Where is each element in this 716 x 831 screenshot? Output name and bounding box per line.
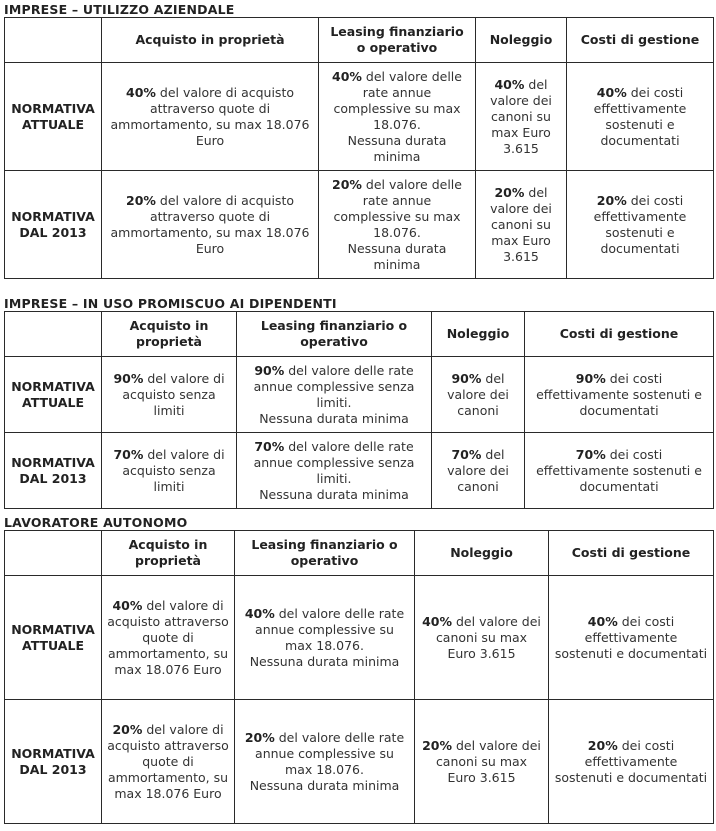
percentage-value: 70% bbox=[451, 446, 482, 462]
cell-note: Nessuna durata minima bbox=[259, 410, 409, 426]
cell-text: del valore di acquisto attraverso quote di ammortamento, su max 18.076 Euro bbox=[110, 84, 310, 148]
cell-text: dei costi effettivamente sostenuti e documentati bbox=[536, 446, 702, 494]
row-header-normativa-2013: NORMATIVA DAL 2013 bbox=[5, 171, 102, 279]
table-row bbox=[5, 63, 714, 171]
table-header-row bbox=[5, 312, 714, 357]
col-header-costi: Costi di gestione bbox=[567, 18, 714, 63]
cell-noleggio bbox=[476, 171, 567, 279]
table-row bbox=[5, 700, 714, 824]
cell-noleggio bbox=[432, 433, 525, 509]
cell-text: del valore dei canoni su max Euro 3.615 bbox=[490, 184, 552, 264]
percentage-value: 40% bbox=[112, 597, 143, 613]
col-header-costi: Costi di gestione bbox=[549, 531, 714, 576]
cell-costi bbox=[549, 576, 714, 700]
cell-leasing bbox=[235, 576, 415, 700]
percentage-value: 20% bbox=[494, 184, 525, 200]
section-title-imprese-promiscuo: IMPRESE – IN USO PROMISCUO AI DIPENDENTI bbox=[4, 296, 337, 311]
cell-costi bbox=[525, 433, 714, 509]
cell-text: del valore di acquisto attraverso quote di ammortamento, su max 18.076 Euro bbox=[107, 721, 229, 801]
cell-text: del valore delle rate annue complessive senza limiti. bbox=[253, 362, 415, 410]
percentage-value: 20% bbox=[596, 192, 627, 208]
cell-acquisto bbox=[102, 700, 235, 824]
percentage-value: 90% bbox=[113, 370, 144, 386]
cell-text: dei costi effettivamente sostenuti e documentati bbox=[593, 192, 687, 256]
cell-leasing bbox=[235, 700, 415, 824]
cell-text: del valore dei canoni su max Euro 3.615 bbox=[490, 76, 552, 156]
corner-cell bbox=[5, 18, 102, 63]
cell-note: Nessuna durata minima bbox=[347, 132, 447, 164]
percentage-value: 90% bbox=[451, 370, 482, 386]
cell-text: del valore di acquisto attraverso quote di ammortamento, su max 18.076 Euro bbox=[107, 597, 229, 677]
cell-costi bbox=[549, 700, 714, 824]
cell-text: dei costi effettivamente sostenuti e documentati bbox=[536, 370, 702, 418]
row-header-normativa-attuale: NORMATIVA ATTUALE bbox=[5, 63, 102, 171]
percentage-value: 90% bbox=[254, 362, 285, 378]
cell-text: del valore delle rate annue complessive su max 18.076. bbox=[333, 176, 462, 240]
cell-text: del valore dei canoni bbox=[447, 446, 509, 494]
table-row bbox=[5, 357, 714, 433]
col-header-noleggio: Noleggio bbox=[415, 531, 549, 576]
percentage-value: 20% bbox=[244, 729, 275, 745]
cell-text: del valore delle rate annue complessive su max 18.076. bbox=[255, 605, 405, 653]
cell-leasing bbox=[237, 433, 432, 509]
cell-acquisto bbox=[102, 576, 235, 700]
col-header-leasing: Leasing finanziario o operativo bbox=[237, 312, 432, 357]
percentage-value: 90% bbox=[575, 370, 606, 386]
cell-noleggio bbox=[415, 700, 549, 824]
percentage-value: 20% bbox=[587, 737, 618, 753]
row-header-normativa-attuale: NORMATIVA ATTUALE bbox=[5, 357, 102, 433]
cell-text: del valore di acquisto senza limiti bbox=[122, 446, 225, 494]
cell-text: del valore delle rate annue complessive senza limiti. bbox=[253, 438, 415, 486]
cell-text: dei costi effettivamente sostenuti e documentati bbox=[593, 84, 687, 148]
cell-noleggio bbox=[415, 576, 549, 700]
cell-text: del valore di acquisto senza limiti bbox=[122, 370, 225, 418]
corner-cell bbox=[5, 531, 102, 576]
col-header-acquisto: Acquisto in proprietà bbox=[102, 18, 319, 63]
cell-leasing bbox=[319, 171, 476, 279]
cell-costi bbox=[567, 171, 714, 279]
percentage-value: 70% bbox=[113, 446, 144, 462]
percentage-value: 40% bbox=[422, 613, 453, 629]
table-imprese-aziendale bbox=[4, 17, 714, 279]
corner-cell bbox=[5, 312, 102, 357]
cell-noleggio bbox=[432, 357, 525, 433]
cell-text: del valore dei canoni su max Euro 3.615 bbox=[435, 613, 541, 661]
table-row bbox=[5, 433, 714, 509]
cell-leasing bbox=[319, 63, 476, 171]
cell-text: del valore di acquisto attraverso quote di ammortamento, su max 18.076 Euro bbox=[110, 192, 310, 256]
table-lavoratore-autonomo bbox=[4, 530, 714, 824]
col-header-acquisto: Acquisto in proprietà bbox=[102, 531, 235, 576]
col-header-leasing: Leasing finanziario o operativo bbox=[235, 531, 415, 576]
cell-acquisto bbox=[102, 433, 237, 509]
percentage-value: 40% bbox=[244, 605, 275, 621]
cell-noleggio bbox=[476, 63, 567, 171]
table-imprese-promiscuo bbox=[4, 311, 714, 509]
cell-leasing bbox=[237, 357, 432, 433]
percentage-value: 20% bbox=[332, 176, 362, 192]
cell-acquisto bbox=[102, 171, 319, 279]
section-title-lavoratore-autonomo: LAVORATORE AUTONOMO bbox=[4, 515, 188, 530]
cell-text: dei costi effettivamente sostenuti e documentati bbox=[554, 613, 708, 661]
cell-text: del valore delle rate annue complessive su max 18.076. bbox=[333, 68, 462, 132]
col-header-noleggio: Noleggio bbox=[432, 312, 525, 357]
percentage-value: 70% bbox=[575, 446, 606, 462]
cell-note: Nessuna durata minima bbox=[259, 486, 409, 502]
col-header-leasing: Leasing finanziario o operativo bbox=[319, 18, 476, 63]
row-header-normativa-attuale: NORMATIVA ATTUALE bbox=[5, 576, 102, 700]
table-header-row bbox=[5, 18, 714, 63]
cell-text: dei costi effettivamente sostenuti e documentati bbox=[554, 737, 708, 785]
cell-text: del valore dei canoni bbox=[447, 370, 509, 418]
percentage-value: 40% bbox=[126, 84, 156, 100]
row-header-normativa-2013: NORMATIVA DAL 2013 bbox=[5, 433, 102, 509]
cell-acquisto bbox=[102, 63, 319, 171]
section-title-imprese-aziendale: IMPRESE – UTILIZZO AZIENDALE bbox=[4, 2, 235, 17]
table-row bbox=[5, 171, 714, 279]
cell-text: del valore delle rate annue complessive su max 18.076. bbox=[255, 729, 405, 777]
percentage-value: 20% bbox=[126, 192, 156, 208]
col-header-noleggio: Noleggio bbox=[476, 18, 567, 63]
percentage-value: 40% bbox=[587, 613, 618, 629]
col-header-acquisto: Acquisto in proprietà bbox=[102, 312, 237, 357]
cell-note: Nessuna durata minima bbox=[249, 653, 400, 669]
row-header-normativa-2013: NORMATIVA DAL 2013 bbox=[5, 700, 102, 824]
cell-costi bbox=[525, 357, 714, 433]
percentage-value: 20% bbox=[112, 721, 143, 737]
cell-text: del valore dei canoni su max Euro 3.615 bbox=[435, 737, 541, 785]
cell-acquisto bbox=[102, 357, 237, 433]
cell-note: Nessuna durata minima bbox=[249, 777, 400, 793]
table-row bbox=[5, 576, 714, 700]
col-header-costi: Costi di gestione bbox=[525, 312, 714, 357]
cell-costi bbox=[567, 63, 714, 171]
cell-note: Nessuna durata minima bbox=[347, 240, 447, 272]
table-header-row bbox=[5, 531, 714, 576]
percentage-value: 40% bbox=[332, 68, 362, 84]
percentage-value: 70% bbox=[254, 438, 285, 454]
percentage-value: 20% bbox=[422, 737, 453, 753]
percentage-value: 40% bbox=[596, 84, 627, 100]
percentage-value: 40% bbox=[494, 76, 525, 92]
